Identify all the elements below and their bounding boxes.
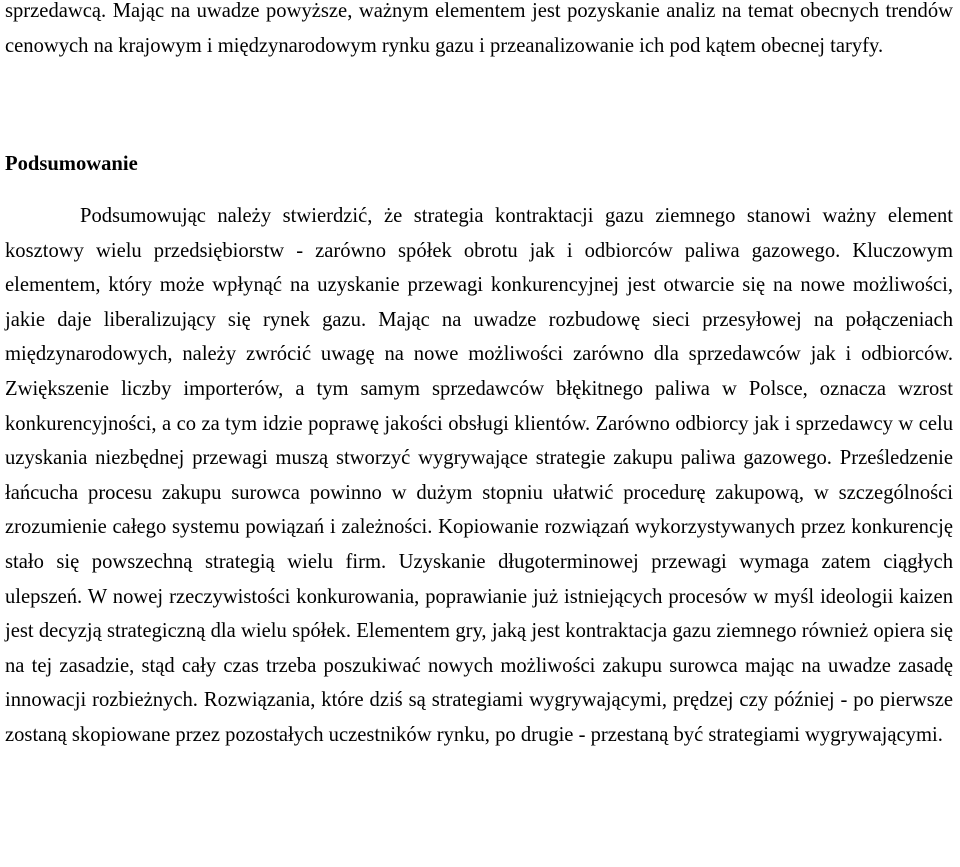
section-heading: Podsumowanie (5, 153, 138, 175)
intro-paragraph: sprzedawcą. Mając na uwadze powyższe, ważnym elementem jest pozyskanie analiz na temat obecnych trendów cenowych na krajowym i międzynarodowym rynku gazu i przeanalizowanie ich pod kątem obecnej taryfy. (5, 0, 953, 57)
document-page (5, 0, 953, 746)
summary-paragraph: Podsumowując należy stwierdzić, że strategia kontraktacji gazu ziemnego stanowi ważny element kosztowy wielu przedsiębiorstw - zarówno spółek obrotu jak i odbiorców paliwa gazowego. Kluczowym elementem, który może wpłynąć na uzyskanie przewagi konkurencyjnej jest otwarcie się na nowe możliwości, jakie daje liberalizujący się rynek gazu. Mając na uwadze rozbudowę sieci przesyłowej na połączeniach międzynarodowych, należy zwrócić uwagę na nowe możliwości zarówno dla sprzedawców jak i odbiorców. Zwiększenie liczby importerów, a tym samym sprzedawców błękitnego paliwa w Polsce, oznacza wzrost konkurencyjności, a co za tym idzie poprawę jakości obsługi klientów. Zarówno odbiorcy jak i sprzedawcy w celu uzyskania niezbędnej przewagi muszą stworzyć wygrywające strategie zakupu paliwa gazowego. Prześledzenie łańcucha procesu zakupu surowca powinno w dużym stopniu ułatwić procedurę zakupową, w szczególności zrozumienie całego systemu powiązań i zależności. Kopiowanie rozwiązań wykorzystywanych przez konkurencję stało się powszechną strategią wielu firm. Uzyskanie długoterminowej przewagi wymaga zatem ciągłych ulepszeń. W nowej rzeczywistości konkurowania, poprawianie już istniejących procesów w myśl ideologii kaizen jest decyzją strategiczną dla wielu spółek. Elementem gry, jaką jest kontraktacja gazu ziemnego również opiera się na tej zasadzie, stąd cały czas trzeba poszukiwać nowych możliwości zakupu surowca mając na uwadze zasadę innowacji rozbieżnych. Rozwiązania, które dziś są strategiami wygrywającymi, prędzej czy później - po pierwsze zostaną skopiowane przez pozostałych uczestników rynku, po drugie - przestaną być strategiami wygrywającymi. (5, 205, 953, 746)
